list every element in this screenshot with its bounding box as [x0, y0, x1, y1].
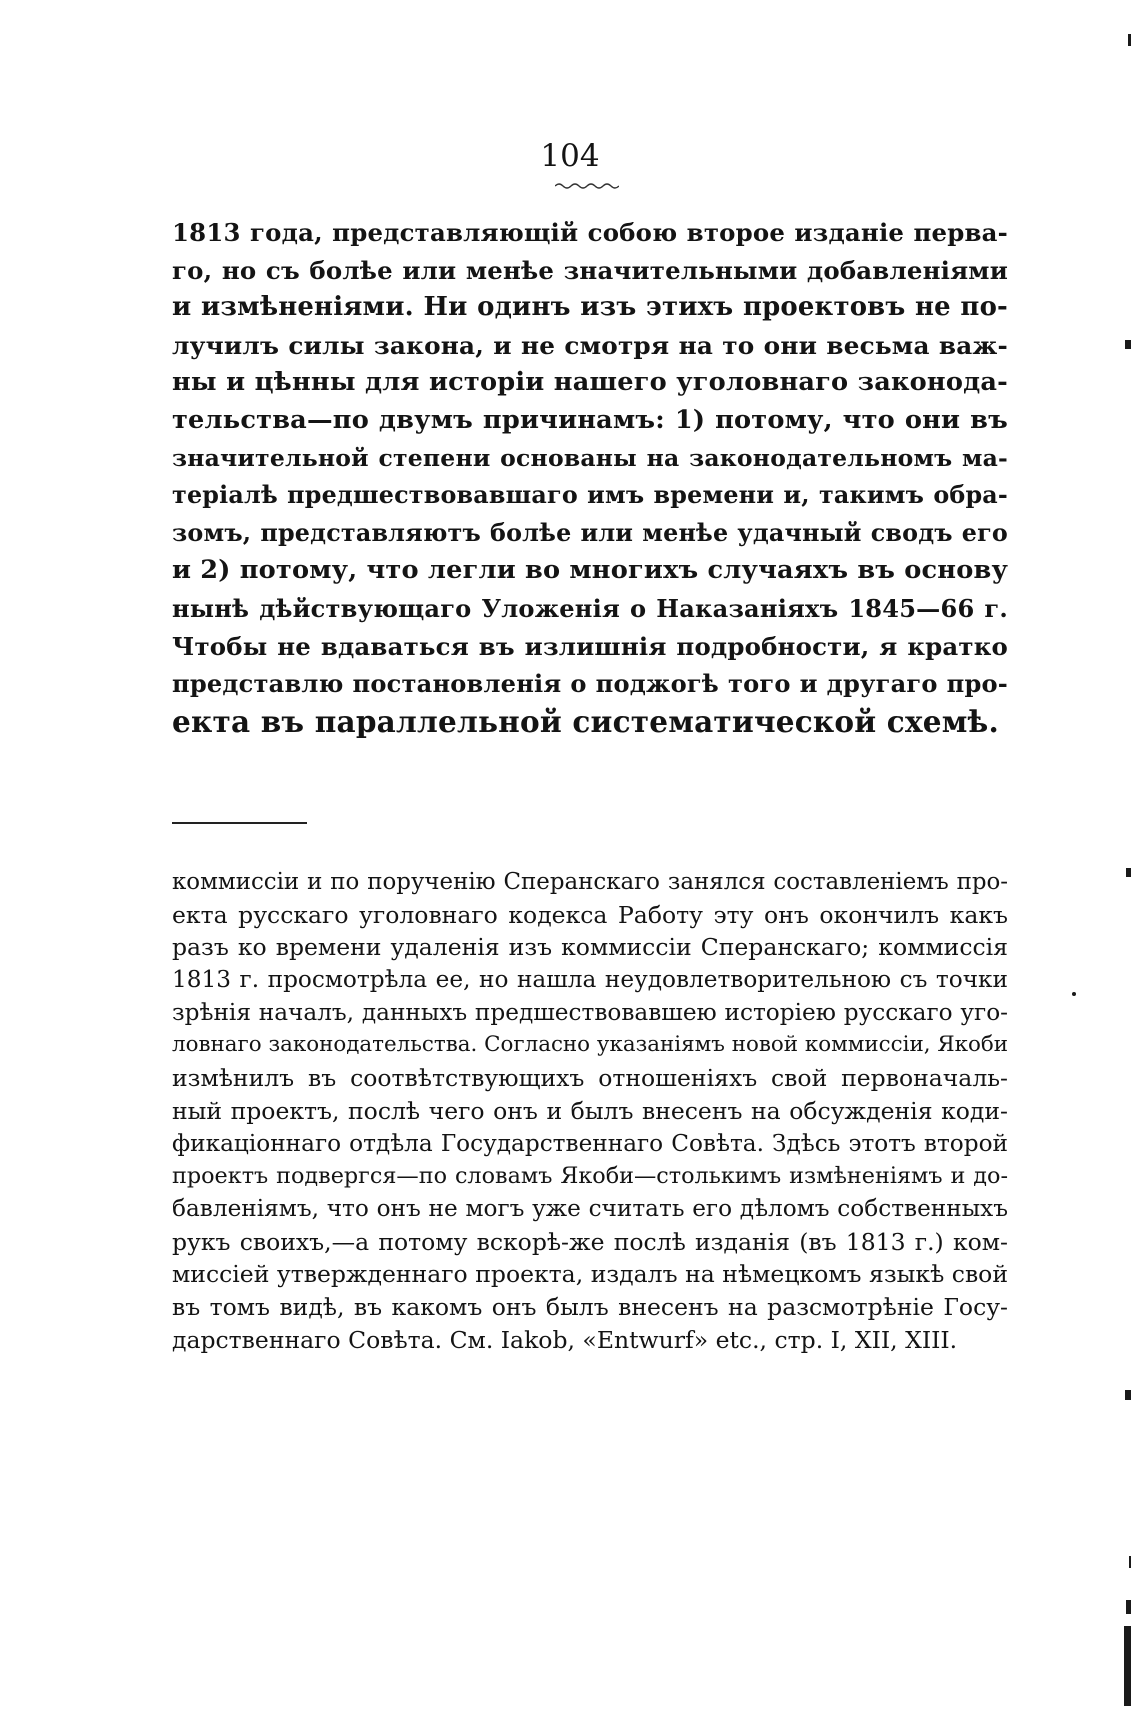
text-line: Чтобы не вдаваться въ излишнія подробности, я кратко — [172, 631, 1008, 661]
text-line: тельства—по двумъ причинамъ: 1) потому, что они въ — [172, 404, 1008, 435]
footnote-line: дарственнаго Совѣта. См. Iakob, «Entwurf» etc., стр. I, XII, XIII. — [172, 1325, 958, 1354]
footnote — [172, 866, 1008, 1356]
scan-mark — [1129, 1556, 1131, 1568]
text-line: ны и цѣнны для исторіи нашего уголовнаго законода- — [172, 367, 1008, 398]
footnote-line: бавленіямъ, что онъ не могъ уже считать его дѣломъ собственныхъ — [172, 1194, 1008, 1222]
text-line: нынѣ дѣйствующаго Уложенія о Наказаніяхъ 1845—66 г. — [172, 593, 1008, 623]
text-line: представлю постановленія о поджогѣ того и другаго про- — [172, 669, 1008, 699]
text-line: значительной степени основаны на законодательномъ ма- — [172, 443, 1008, 472]
footnote-line: 1813 г. просмотрѣла ее, но нашла неудовлетворительною съ точки — [172, 966, 1008, 994]
text-line: 1813 года, представляющій собою второе изданіе перва- — [172, 218, 1008, 247]
text-line: теріалѣ предшествовавшаго имъ времени и, такимъ обра- — [172, 481, 1008, 510]
page-number-ornament — [555, 182, 619, 190]
footnote-line: миссіей утвержденнаго проекта, издалъ на нѣмецкомъ языкѣ свой — [172, 1260, 1008, 1289]
text-line: зомъ, представляютъ болѣе или менѣе удачный сводъ его — [172, 518, 1008, 547]
scan-mark — [1128, 34, 1131, 46]
text-line: го, но съ болѣе или менѣе значительными добавленіями — [172, 255, 1008, 285]
footnote-line: измѣнилъ въ соотвѣтствующихъ отношеніяхъ свой первоначаль- — [172, 1064, 1008, 1093]
footnote-line: разъ ко времени удаленія изъ коммиссіи Сперанскаго; коммиссія — [172, 933, 1008, 962]
text-line: и измѣненіями. Ни одинъ изъ этихъ проектовъ не по- — [172, 292, 1008, 323]
footnote-line: ный проектъ, послѣ чего онъ и былъ внесенъ на обсужденія коди- — [172, 1096, 1008, 1125]
footnote-line: фикаціоннаго отдѣла Государственнаго Совѣта. Здѣсь этотъ второй — [172, 1129, 1008, 1157]
page-number: 104 — [540, 138, 600, 174]
footnote-line: екта русскаго уголовнаго кодекса Работу эту онъ окончилъ какъ — [172, 900, 1008, 929]
footnote-line: проектъ подвергся—по словамъ Якоби—столькимъ измѣненіямъ и до- — [172, 1163, 1008, 1190]
text-line: лучилъ силы закона, и не смотря на то они весьма важ- — [172, 330, 1008, 360]
scan-mark — [1126, 868, 1131, 877]
scan-mark — [1125, 1390, 1131, 1400]
scan-mark — [1072, 992, 1076, 996]
scan-mark — [1126, 1600, 1131, 1614]
scan-mark — [1125, 340, 1131, 349]
scan-mark — [1124, 1626, 1131, 1706]
footnote-line: ловнаго законодательства. Согласно указаніямъ новой коммиссіи, Якоби — [172, 1032, 1008, 1058]
main-text — [172, 214, 1008, 740]
footnote-separator — [172, 822, 307, 824]
footnote-line: коммиссіи и по порученію Сперанскаго занялся составленіемъ про- — [172, 869, 1008, 895]
footnote-line: рукъ своихъ,—а потому вскорѣ-же послѣ изданія (въ 1813 г.) ком- — [172, 1227, 1008, 1256]
footnote-line: зрѣнія началъ, данныхъ предшествовавшею исторіею русскаго уго- — [172, 998, 1008, 1026]
text-line: и 2) потому, что легли во многихъ случаяхъ въ основу — [172, 555, 1009, 586]
footnote-line: въ томъ видѣ, въ какомъ онъ былъ внесенъ на разсмотрѣніе Госу- — [172, 1292, 1008, 1321]
text-line: екта въ параллельной систематической схемѣ. — [172, 703, 999, 739]
